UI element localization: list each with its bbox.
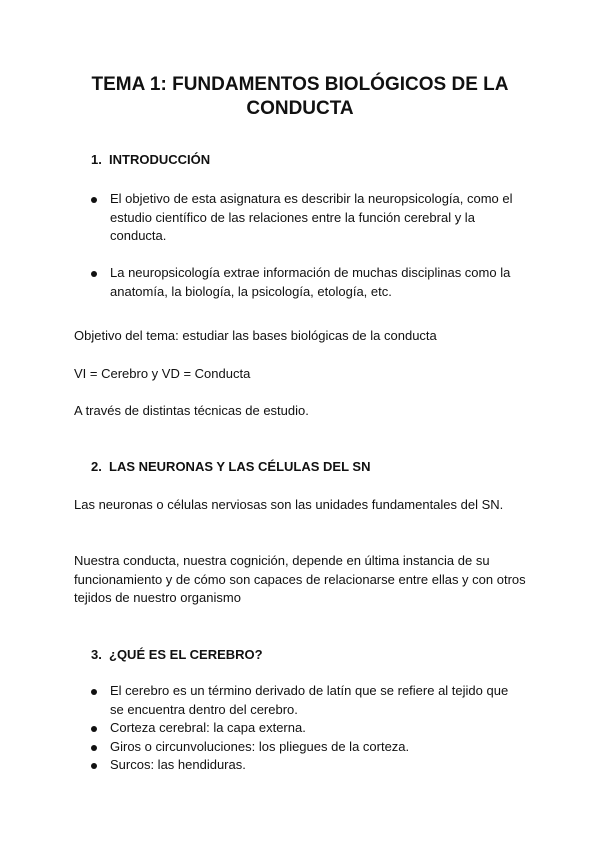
section-title: INTRODUCCIÓN bbox=[109, 152, 211, 167]
bullet-list-introduccion bbox=[91, 190, 521, 246]
title-line-2: CONDUCTA bbox=[246, 98, 354, 119]
section-title: LAS NEURONAS Y LAS CÉLULAS DEL SN bbox=[109, 459, 371, 474]
bullet-icon bbox=[91, 689, 97, 695]
list-item: Surcos: las hendiduras. bbox=[91, 756, 521, 775]
section-heading-neuronas bbox=[91, 459, 370, 475]
list-item: Giros o circunvoluciones: los pliegues de la corteza. bbox=[91, 738, 521, 757]
list-item: La neuropsicología extrae información de muchas disciplinas como la anatomía, la biología, la psicología, etología, etc. bbox=[91, 264, 521, 301]
list-item: El objetivo de esta asignatura es describir la neuropsicología, como el estudio científico de las relaciones entre la función cerebral y la conducta. bbox=[91, 190, 521, 246]
bullet-list-cerebro bbox=[91, 682, 521, 775]
bullet-icon bbox=[91, 745, 97, 751]
list-item: Corteza cerebral: la capa externa. bbox=[91, 719, 521, 738]
paragraph-neuronas: Las neuronas o células nerviosas son las unidades fundamentales del SN. bbox=[74, 497, 504, 512]
paragraph-objetivo: Objetivo del tema: estudiar las bases biológicas de la conducta bbox=[74, 328, 437, 343]
list-item: El cerebro es un término derivado de latín que se refiere al tejido que se encuentra dentro del cerebro. bbox=[91, 682, 521, 719]
section-title: ¿QUÉ ES EL CEREBRO? bbox=[109, 647, 263, 662]
title-line-1: TEMA 1: FUNDAMENTOS BIOLÓGICOS DE LA bbox=[91, 74, 509, 95]
paragraph-variables: VI = Cerebro y VD = Conducta bbox=[74, 366, 251, 381]
section-number: 3. bbox=[91, 647, 102, 662]
bullet-icon bbox=[91, 271, 97, 277]
bullet-icon bbox=[91, 726, 97, 732]
section-heading-cerebro bbox=[91, 647, 263, 663]
bullet-icon bbox=[91, 763, 97, 769]
paragraph-conducta: Nuestra conducta, nuestra cognición, depende en última instancia de su funcionamiento y de cómo son capaces de relacionarse entre ellas y con otros tejidos de nuestro organismo bbox=[74, 553, 526, 605]
document-title bbox=[0, 73, 600, 121]
section-number: 1. bbox=[91, 152, 102, 167]
bullet-icon bbox=[91, 197, 97, 203]
paragraph-tecnicas: A través de distintas técnicas de estudio. bbox=[74, 403, 309, 418]
section-heading-introduccion bbox=[91, 152, 210, 168]
bullet-list-introduccion-2 bbox=[91, 264, 521, 301]
section-number: 2. bbox=[91, 459, 102, 474]
